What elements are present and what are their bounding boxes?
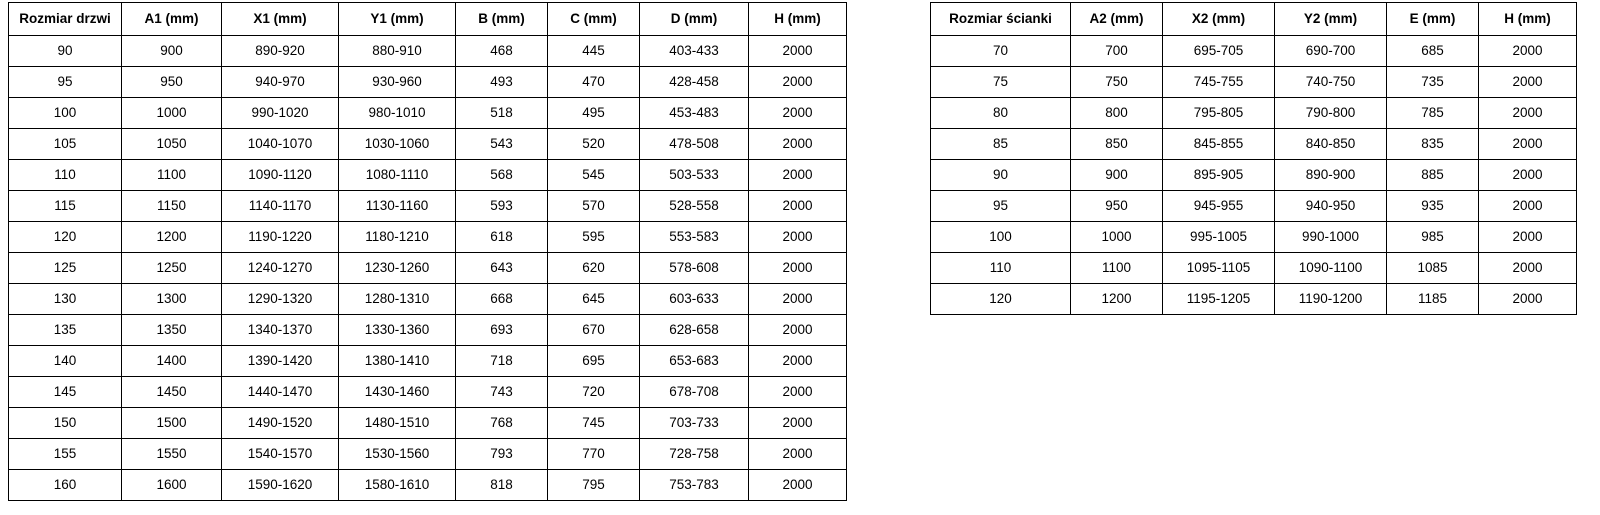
table-cell: 930-960 <box>339 67 456 98</box>
table-cell: 1380-1410 <box>339 346 456 377</box>
table-cell: 935 <box>1387 191 1479 222</box>
table-cell: 695-705 <box>1163 36 1275 67</box>
table-cell: 110 <box>931 253 1071 284</box>
table-cell: 478-508 <box>640 129 749 160</box>
table-cell: 2000 <box>749 284 847 315</box>
table-cell: 643 <box>456 253 548 284</box>
table-cell: 2000 <box>749 346 847 377</box>
doors-column-header: C (mm) <box>548 3 640 36</box>
table-cell: 518 <box>456 98 548 129</box>
table-cell: 1100 <box>122 160 222 191</box>
table-cell: 1150 <box>122 191 222 222</box>
table-cell: 1350 <box>122 315 222 346</box>
table-cell: 150 <box>9 408 122 439</box>
table-cell: 945-955 <box>1163 191 1275 222</box>
table-cell: 1440-1470 <box>222 377 339 408</box>
table-cell: 1200 <box>122 222 222 253</box>
table-cell: 2000 <box>749 191 847 222</box>
table-row <box>931 36 1577 67</box>
table-cell: 1230-1260 <box>339 253 456 284</box>
table-cell: 900 <box>122 36 222 67</box>
doors-column-header: Rozmiar drzwi <box>9 3 122 36</box>
table-cell: 1430-1460 <box>339 377 456 408</box>
table-row <box>9 222 847 253</box>
table-cell: 795-805 <box>1163 98 1275 129</box>
table-cell: 495 <box>548 98 640 129</box>
table-cell: 110 <box>9 160 122 191</box>
table-cell: 2000 <box>1479 253 1577 284</box>
table-cell: 1400 <box>122 346 222 377</box>
doors-column-header: B (mm) <box>456 3 548 36</box>
table-cell: 890-900 <box>1275 160 1387 191</box>
table-cell: 1000 <box>122 98 222 129</box>
table-cell: 2000 <box>1479 284 1577 315</box>
table-row <box>931 284 1577 315</box>
table-row <box>9 36 847 67</box>
table-row <box>9 315 847 346</box>
table-cell: 700 <box>1071 36 1163 67</box>
table-cell: 595 <box>548 222 640 253</box>
table-cell: 503-533 <box>640 160 749 191</box>
table-cell: 835 <box>1387 129 1479 160</box>
table-cell: 720 <box>548 377 640 408</box>
table-cell: 2000 <box>1479 98 1577 129</box>
table-cell: 768 <box>456 408 548 439</box>
table-cell: 2000 <box>1479 67 1577 98</box>
table-cell: 693 <box>456 315 548 346</box>
table-cell: 1290-1320 <box>222 284 339 315</box>
walls-column-header: A2 (mm) <box>1071 3 1163 36</box>
table-cell: 1090-1120 <box>222 160 339 191</box>
table-cell: 990-1020 <box>222 98 339 129</box>
table-cell: 1050 <box>122 129 222 160</box>
doors-dimensions-table <box>8 2 847 501</box>
table-cell: 728-758 <box>640 439 749 470</box>
table-cell: 1190-1200 <box>1275 284 1387 315</box>
table-row <box>9 346 847 377</box>
table-cell: 2000 <box>749 377 847 408</box>
table-cell: 120 <box>9 222 122 253</box>
doors-column-header: A1 (mm) <box>122 3 222 36</box>
table-cell: 2000 <box>749 315 847 346</box>
table-row <box>9 191 847 222</box>
table-cell: 2000 <box>749 98 847 129</box>
table-cell: 90 <box>9 36 122 67</box>
table-cell: 795 <box>548 470 640 501</box>
table-cell: 1550 <box>122 439 222 470</box>
doors-dimensions-table-container <box>8 2 847 501</box>
table-cell: 1480-1510 <box>339 408 456 439</box>
table-cell: 578-608 <box>640 253 749 284</box>
table-cell: 890-920 <box>222 36 339 67</box>
table-cell: 1490-1520 <box>222 408 339 439</box>
table-row <box>9 160 847 191</box>
table-cell: 818 <box>456 470 548 501</box>
table-cell: 140 <box>9 346 122 377</box>
table-cell: 2000 <box>749 253 847 284</box>
table-cell: 1040-1070 <box>222 129 339 160</box>
table-cell: 80 <box>931 98 1071 129</box>
table-cell: 85 <box>931 129 1071 160</box>
table-cell: 1590-1620 <box>222 470 339 501</box>
table-cell: 1240-1270 <box>222 253 339 284</box>
table-row <box>931 253 1577 284</box>
table-row <box>9 98 847 129</box>
table-cell: 468 <box>456 36 548 67</box>
table-cell: 1330-1360 <box>339 315 456 346</box>
table-cell: 668 <box>456 284 548 315</box>
table-cell: 520 <box>548 129 640 160</box>
table-cell: 445 <box>548 36 640 67</box>
table-row <box>931 67 1577 98</box>
walls-dimensions-table-container <box>930 2 1577 315</box>
table-cell: 653-683 <box>640 346 749 377</box>
table-cell: 155 <box>9 439 122 470</box>
table-cell: 2000 <box>749 36 847 67</box>
table-cell: 620 <box>548 253 640 284</box>
table-cell: 950 <box>122 67 222 98</box>
table-cell: 528-558 <box>640 191 749 222</box>
table-cell: 453-483 <box>640 98 749 129</box>
table-row <box>931 222 1577 253</box>
walls-column-header: E (mm) <box>1387 3 1479 36</box>
table-cell: 2000 <box>749 470 847 501</box>
walls-column-header: X2 (mm) <box>1163 3 1275 36</box>
table-cell: 718 <box>456 346 548 377</box>
table-cell: 995-1005 <box>1163 222 1275 253</box>
table-cell: 603-633 <box>640 284 749 315</box>
table-cell: 593 <box>456 191 548 222</box>
table-cell: 2000 <box>1479 160 1577 191</box>
table-cell: 690-700 <box>1275 36 1387 67</box>
table-cell: 100 <box>9 98 122 129</box>
table-cell: 745-755 <box>1163 67 1275 98</box>
table-row <box>9 377 847 408</box>
walls-column-header: Rozmiar ścianki <box>931 3 1071 36</box>
table-cell: 2000 <box>1479 191 1577 222</box>
table-cell: 793 <box>456 439 548 470</box>
table-cell: 1540-1570 <box>222 439 339 470</box>
table-cell: 570 <box>548 191 640 222</box>
table-cell: 543 <box>456 129 548 160</box>
table-cell: 105 <box>9 129 122 160</box>
doors-column-header: Y1 (mm) <box>339 3 456 36</box>
walls-column-header: H (mm) <box>1479 3 1577 36</box>
table-cell: 685 <box>1387 36 1479 67</box>
table-cell: 90 <box>931 160 1071 191</box>
table-cell: 800 <box>1071 98 1163 129</box>
table-cell: 735 <box>1387 67 1479 98</box>
table-cell: 1530-1560 <box>339 439 456 470</box>
table-cell: 2000 <box>1479 222 1577 253</box>
table-cell: 545 <box>548 160 640 191</box>
table-cell: 1085 <box>1387 253 1479 284</box>
table-cell: 115 <box>9 191 122 222</box>
table-cell: 1450 <box>122 377 222 408</box>
table-cell: 1180-1210 <box>339 222 456 253</box>
table-cell: 100 <box>931 222 1071 253</box>
table-row <box>9 129 847 160</box>
table-cell: 1030-1060 <box>339 129 456 160</box>
table-row <box>931 129 1577 160</box>
table-cell: 990-1000 <box>1275 222 1387 253</box>
table-cell: 1250 <box>122 253 222 284</box>
table-cell: 740-750 <box>1275 67 1387 98</box>
table-cell: 1090-1100 <box>1275 253 1387 284</box>
table-cell: 950 <box>1071 191 1163 222</box>
table-cell: 160 <box>9 470 122 501</box>
table-cell: 403-433 <box>640 36 749 67</box>
table-cell: 125 <box>9 253 122 284</box>
table-header-row <box>9 3 847 36</box>
table-cell: 628-658 <box>640 315 749 346</box>
table-cell: 1300 <box>122 284 222 315</box>
table-cell: 1580-1610 <box>339 470 456 501</box>
table-cell: 850 <box>1071 129 1163 160</box>
table-cell: 1100 <box>1071 253 1163 284</box>
table-cell: 1600 <box>122 470 222 501</box>
table-cell: 95 <box>9 67 122 98</box>
table-cell: 70 <box>931 36 1071 67</box>
table-cell: 145 <box>9 377 122 408</box>
table-cell: 678-708 <box>640 377 749 408</box>
table-cell: 895-905 <box>1163 160 1275 191</box>
table-cell: 470 <box>548 67 640 98</box>
table-cell: 753-783 <box>640 470 749 501</box>
table-cell: 1390-1420 <box>222 346 339 377</box>
table-row <box>931 191 1577 222</box>
table-cell: 553-583 <box>640 222 749 253</box>
table-cell: 695 <box>548 346 640 377</box>
table-row <box>9 439 847 470</box>
table-cell: 790-800 <box>1275 98 1387 129</box>
table-cell: 2000 <box>1479 129 1577 160</box>
table-cell: 1140-1170 <box>222 191 339 222</box>
table-cell: 2000 <box>749 408 847 439</box>
table-cell: 120 <box>931 284 1071 315</box>
table-row <box>931 98 1577 129</box>
table-cell: 2000 <box>749 160 847 191</box>
doors-column-header: X1 (mm) <box>222 3 339 36</box>
table-cell: 618 <box>456 222 548 253</box>
table-row <box>9 408 847 439</box>
table-cell: 1190-1220 <box>222 222 339 253</box>
table-cell: 428-458 <box>640 67 749 98</box>
walls-column-header: Y2 (mm) <box>1275 3 1387 36</box>
doors-column-header: D (mm) <box>640 3 749 36</box>
table-cell: 1095-1105 <box>1163 253 1275 284</box>
table-cell: 95 <box>931 191 1071 222</box>
table-cell: 1500 <box>122 408 222 439</box>
table-cell: 645 <box>548 284 640 315</box>
table-cell: 1200 <box>1071 284 1163 315</box>
table-cell: 1280-1310 <box>339 284 456 315</box>
table-row <box>931 160 1577 191</box>
table-cell: 1080-1110 <box>339 160 456 191</box>
table-cell: 845-855 <box>1163 129 1275 160</box>
table-row <box>9 284 847 315</box>
table-cell: 130 <box>9 284 122 315</box>
table-cell: 743 <box>456 377 548 408</box>
table-cell: 980-1010 <box>339 98 456 129</box>
table-row <box>9 67 847 98</box>
table-cell: 1130-1160 <box>339 191 456 222</box>
table-cell: 785 <box>1387 98 1479 129</box>
table-cell: 2000 <box>1479 36 1577 67</box>
table-cell: 985 <box>1387 222 1479 253</box>
table-cell: 750 <box>1071 67 1163 98</box>
table-cell: 2000 <box>749 222 847 253</box>
doors-column-header: H (mm) <box>749 3 847 36</box>
table-cell: 1000 <box>1071 222 1163 253</box>
table-cell: 880-910 <box>339 36 456 67</box>
table-cell: 493 <box>456 67 548 98</box>
table-cell: 770 <box>548 439 640 470</box>
table-cell: 840-850 <box>1275 129 1387 160</box>
table-cell: 75 <box>931 67 1071 98</box>
table-cell: 900 <box>1071 160 1163 191</box>
table-cell: 940-950 <box>1275 191 1387 222</box>
table-cell: 2000 <box>749 439 847 470</box>
table-row <box>9 253 847 284</box>
table-cell: 2000 <box>749 129 847 160</box>
table-cell: 568 <box>456 160 548 191</box>
table-header-row <box>931 3 1577 36</box>
table-cell: 940-970 <box>222 67 339 98</box>
table-row <box>9 470 847 501</box>
table-cell: 1340-1370 <box>222 315 339 346</box>
table-cell: 135 <box>9 315 122 346</box>
walls-dimensions-table <box>930 2 1577 315</box>
table-cell: 745 <box>548 408 640 439</box>
table-cell: 1185 <box>1387 284 1479 315</box>
table-cell: 703-733 <box>640 408 749 439</box>
table-cell: 670 <box>548 315 640 346</box>
table-cell: 2000 <box>749 67 847 98</box>
table-cell: 1195-1205 <box>1163 284 1275 315</box>
table-cell: 885 <box>1387 160 1479 191</box>
